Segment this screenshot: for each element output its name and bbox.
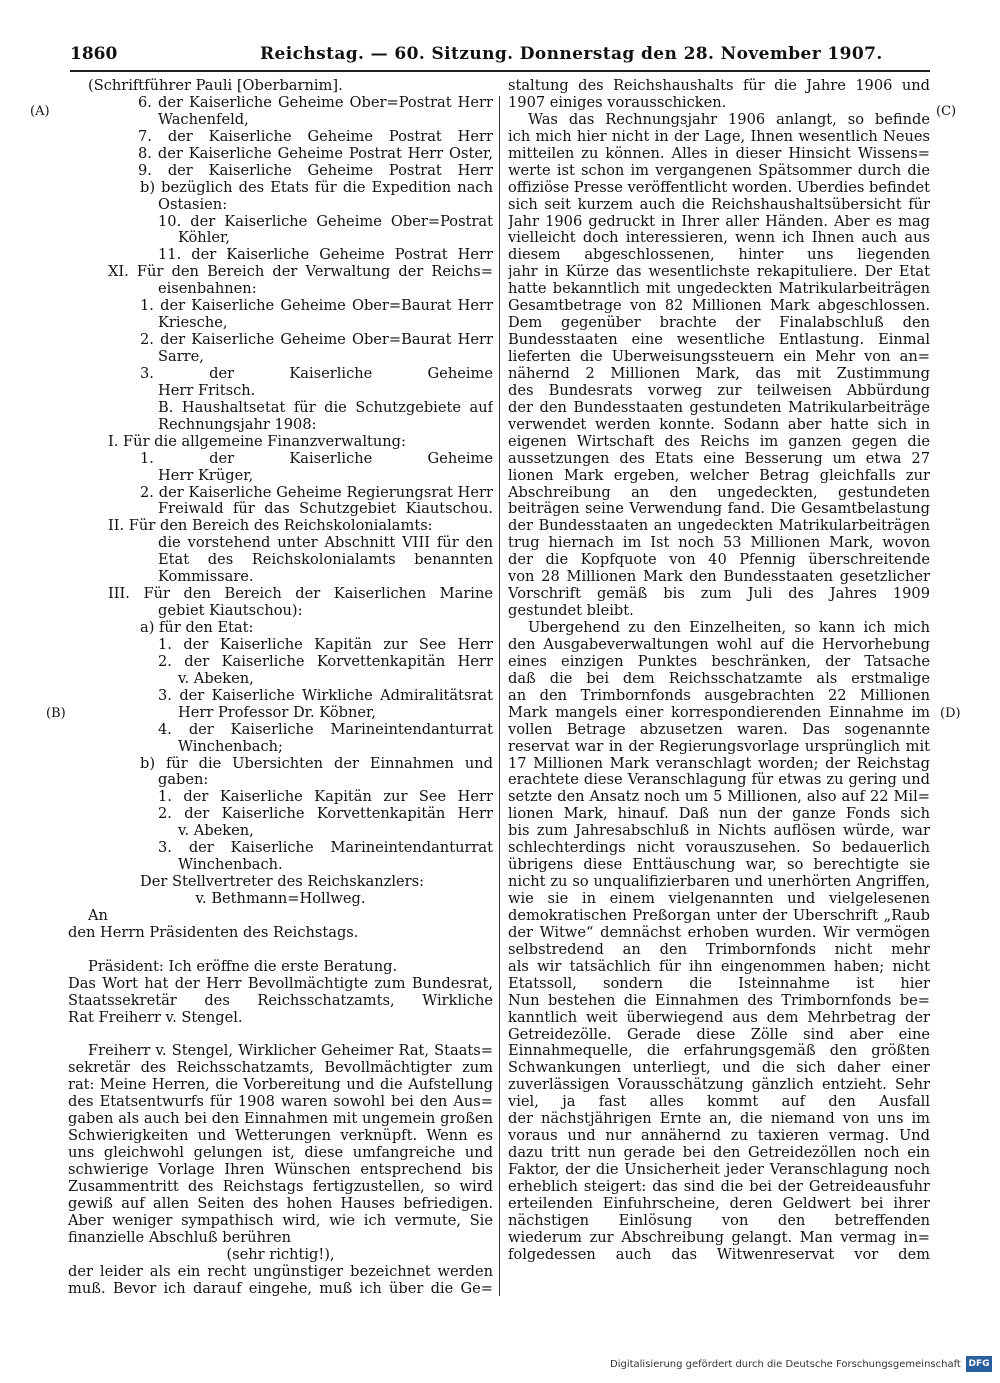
right-column-line: den Ausgabeverwaltungen wohl auf die Hervorhebung	[508, 636, 930, 653]
left-column-line: 8. der Kaiserliche Geheime Postrat Herr Oster,	[138, 145, 493, 162]
left-column-line: 1. der Kaiserliche Geheime Ober=Baurat Herr	[140, 298, 493, 315]
left-column-line: Ostasien:	[158, 196, 228, 213]
left-column-line: die vorstehend unter Abschnitt VIII für den	[158, 535, 493, 552]
right-column-line: gestundet bleibt.	[508, 603, 634, 620]
left-column-line: a) für den Etat:	[140, 620, 254, 636]
left-column-line: 2. der Kaiserliche Geheime Ober=Baurat Herr	[140, 332, 493, 349]
right-column-line: Vorschrift gemäß bis zum Juli des Jahres 1909	[508, 586, 930, 603]
right-column-line: werte ist schon im vergangenen Spätsommer durch die	[508, 162, 930, 179]
left-column-line: b) für die Übersichten der Einnahmen und	[140, 755, 493, 772]
right-column-line: selbstredend an den Trimbornfonds nicht mehr	[508, 941, 930, 958]
right-column-line: demokratischen Preßorgan unter der Überschrift „Raub	[508, 907, 930, 924]
left-column-line: Rechnungsjahr 1908:	[158, 416, 317, 433]
left-column-line: v. Abeken,	[178, 670, 254, 687]
running-title: Reichstag. — 60. Sitzung. Donnerstag den 28. November 1907.	[260, 44, 883, 64]
right-column-line: daß die bei dem Reichsschatzamte als erstmalige	[508, 670, 930, 687]
left-column-line: Das Wort hat der Herr Bevollmächtigte zum Bundesrat,	[68, 975, 493, 992]
left-column	[68, 78, 493, 1298]
left-column-line: rat: Meine Herren, die Vorbereitung und die Aufstellung	[68, 1077, 493, 1094]
left-column-line: sekretär des Reichsschatzamts, Bevollmächtigter zum	[68, 1060, 493, 1077]
left-column-line: 2. der Kaiserliche Geheime Regierungsrat Herr	[140, 484, 493, 501]
right-column-line: Was das Rechnungsjahr 1906 anlangt, so befinde	[528, 111, 930, 128]
right-column-line: eines einzigen Punktes beschränken, der Tatsache	[508, 653, 930, 670]
right-column-line: der die Kopfquote von 40 Pfennig überschreitende	[508, 552, 930, 569]
right-column-line: von 28 Millionen Mark den Bundesstaaten gesetzlicher	[508, 569, 930, 586]
header-rule	[70, 70, 930, 72]
dfg-logo: DFG	[966, 1356, 992, 1372]
right-column-line: lieferten die Überweisungssteuern ein Mehr von an=	[508, 349, 930, 365]
left-column-line: Freiherr v. Stengel, Wirklicher Geheimer Rat, Staats=	[88, 1043, 493, 1060]
right-column-line: Faktor, der die Unsicherheit jeder Veranschlagung noch	[508, 1162, 930, 1178]
right-column-line: dazu tritt nun gerade bei den Getreidezöllen noch ein	[508, 1145, 930, 1162]
right-column-line: trug hiernach im Ist noch 53 Millionen Mark, wovon	[508, 535, 930, 552]
left-column-line: 10. der Kaiserliche Geheime Ober=Postrat	[158, 213, 493, 230]
right-column-line: Schwankungen unterliegt, und die sich daher einer	[508, 1060, 930, 1077]
right-column-line: voraus und nur annähernd zu taxieren vermag. Und	[508, 1128, 930, 1145]
right-column-line: an den Trimbornfonds ausgebrachten 22 Millionen	[508, 687, 930, 704]
left-column-line: Herr Krüger,	[158, 467, 254, 484]
left-column-line: Kommissare.	[158, 569, 254, 586]
right-column-line: 1907 einiges vorausschicken.	[508, 94, 727, 111]
left-column-line: 1. der Kaiserliche Kapitän zur See Herr	[158, 789, 493, 806]
right-column-line: 17 Millionen Mark veranschlagt worden; der Reichstag	[508, 755, 930, 772]
right-column	[508, 78, 930, 1264]
right-column-line: Nun bestehen die Einnahmen des Trimbornfonds be=	[508, 992, 930, 1009]
right-column-line: verwendet werden konnte. Sodann aber hatte sich in	[508, 416, 930, 433]
right-column-line: Mark mangels einer korrespondierenden Einnahme im	[508, 704, 930, 721]
right-column-line: beiträgen seine Verwendung fand. Die Gesamtbelastung	[508, 501, 930, 518]
right-column-line: offiziöse Presse veröffentlicht worden. Überdies befindet	[508, 179, 930, 196]
right-column-line: eigenen Wirtschaft des Reichs im ganzen gegen die	[508, 433, 930, 450]
left-column-line: (sehr richtig!),	[226, 1246, 335, 1263]
left-column-line: 4. der Kaiserliche Marineintendanturrat	[158, 721, 493, 738]
left-column-line: uns gleichwohl gelungen ist, diese umfangreiche und	[68, 1145, 493, 1162]
left-column-line: v. Abeken,	[178, 823, 254, 840]
left-column-line: An	[88, 907, 108, 924]
right-column-line: zuverlässigen Vorausschätzung gänzlich entzieht. Sehr	[508, 1077, 930, 1094]
right-column-line: vollen Betrage abzusetzen waren. Das sogenannte	[508, 721, 930, 738]
left-column-line	[68, 1027, 493, 1044]
right-column-line: der den Bundesstaaten gestundeten Matrikularbeiträge	[508, 399, 930, 416]
right-column-line: Gesamtbetrage von 82 Millionen Mark abgeschlossen.	[508, 298, 930, 315]
left-column-line: gaben als auch bei den Einnahmen mit ungemein großen	[68, 1111, 493, 1128]
left-column-line: Sarre,	[158, 349, 204, 365]
right-column-line: Jahr 1906 gedruckt in Ihrer aller Händen. Aber es mag	[508, 213, 930, 230]
left-column-line: 7. der Kaiserliche Geheime Postrat Herr	[138, 128, 493, 145]
left-column-line: Präsident: Ich eröffne die erste Beratung.	[88, 958, 398, 975]
left-column-line: 3. der Kaiserliche Marineintendanturrat	[158, 840, 493, 857]
right-column-line: jahr in Kürze das wesentlichste rekapituliere. Der Etat	[508, 264, 930, 281]
right-column-line: Übergehend zu den Einzelheiten, so kann ich mich	[528, 620, 930, 636]
left-column-line: b) bezüglich des Etats für die Expedition nach	[140, 179, 493, 196]
right-column-line: vielleicht doch interessieren, wenn ich Ihnen auch aus	[508, 230, 930, 247]
left-column-line: schwierige Vorlage Ihren Wünschen entsprechend bis	[68, 1162, 493, 1178]
left-column-line: Kriesche,	[158, 315, 228, 332]
left-column-line: Herr Professor Dr. Köbner,	[178, 704, 376, 721]
right-column-line: Dem gegenüber brachte der Finalabschluß den	[508, 315, 930, 332]
left-column-line: 2. der Kaiserliche Korvettenkapitän Herr	[158, 806, 493, 823]
right-column-line: Bundesstaaten eine wesentliche Entlastung. Einmal	[508, 332, 930, 349]
left-column-line: B. Haushaltsetat für die Schutzgebiete auf	[158, 399, 493, 416]
left-column-line: 2. der Kaiserliche Korvettenkapitän Herr	[158, 653, 493, 670]
left-column-line: Staatssekretär des Reichsschatzamts, Wirkliche	[68, 992, 493, 1009]
right-column-line: übrigens diese Enttäuschung war, so berechtigte sie	[508, 857, 930, 874]
left-column-line: gewiß auf allen Seiten des hohen Hauses befriedigen.	[68, 1195, 493, 1212]
left-column-line: muß. Bevor ich darauf eingehe, muß ich über die Ge=	[68, 1280, 493, 1297]
left-column-line: 9. der Kaiserliche Geheime Postrat Herr	[138, 162, 493, 179]
right-column-line: erachtete diese Veranschlagung für etwas zu gering und	[508, 772, 930, 789]
left-column-line: Winchenbach.	[178, 857, 283, 874]
right-column-line: hatte bekanntlich mit ungedeckten Matrikularbeiträgen	[508, 281, 930, 298]
digitization-credit: Digitalisierung gefördert durch die Deutsche Forschungsgemeinschaft	[610, 1359, 961, 1370]
margin-mark-d: (D)	[940, 706, 961, 721]
left-column-line: Schwierigkeiten und Wetterungen verknüpft. Wenn es	[68, 1128, 493, 1145]
left-column-line: Rat Freiherr v. Stengel.	[68, 1009, 243, 1026]
left-column-line: II. Für den Bereich des Reichskolonialamts:	[108, 518, 433, 535]
left-column-line: 6. der Kaiserliche Geheime Ober=Postrat Herr	[138, 94, 493, 111]
page-number: 1860	[70, 44, 118, 64]
left-column-line: Etat des Reichskolonialamts benannten	[158, 552, 493, 569]
left-column-line: v. Bethmann=Hollweg.	[195, 891, 366, 907]
left-column-line: Herr Fritsch.	[158, 382, 256, 399]
left-column-line: 1. der Kaiserliche Kapitän zur See Herr	[158, 636, 493, 653]
right-column-line: bis zum Jahresabschluß in Nichts auflösen würde, war	[508, 823, 930, 840]
left-column-line: I. Für die allgemeine Finanzverwaltung:	[108, 433, 406, 450]
right-column-line: mitteilen zu können. Alles in dieser Hinsicht Wissens=	[508, 145, 930, 162]
left-column-line: 3. der Kaiserliche Wirkliche Admiralitätsrat	[158, 687, 493, 704]
right-column-line: wie sie in einem vielgenannten und vielgelesenen	[508, 891, 930, 907]
right-column-line: erteilenden Einfuhrscheine, deren Geldwert bei ihrer	[508, 1195, 930, 1212]
left-column-line: 3. der Kaiserliche Geheime	[140, 365, 493, 382]
right-column-line: Abschreibung an den ungedeckten, gestundeten	[508, 484, 930, 501]
left-column-line: III. Für den Bereich der Kaiserlichen Marine	[108, 586, 493, 603]
right-column-line: Einnahmequelle, die erfahrungsgemäß den größten	[508, 1043, 930, 1060]
right-column-line: viel, ja fast alles kommt auf den Ausfall	[508, 1094, 930, 1111]
right-column-line: sich seit kurzem auch die Reichshaushaltsübersicht für	[508, 196, 930, 213]
right-column-line: kanntlich weit überwiegend aus dem Mehrbetrag der	[508, 1009, 930, 1026]
left-column-line: (Schriftführer Pauli [Oberbarnim].	[88, 78, 343, 94]
left-column-line: Freiwald für das Schutzgebiet Kiautschou.	[158, 501, 493, 518]
right-column-line: der Bundesstaaten an ungedeckten Matrikularbeiträgen	[508, 518, 930, 535]
right-column-line: lionen Mark, hinauf. Daß nun der ganze Fonds sich	[508, 806, 930, 823]
left-column-line: 11. der Kaiserliche Geheime Postrat Herr	[158, 247, 493, 264]
page-header	[70, 44, 930, 70]
margin-mark-c: (C)	[936, 104, 957, 119]
left-column-line: der leider als ein recht ungünstiger bezeichnet werden	[68, 1263, 493, 1280]
right-column-line: erheblich steigert: das sind die bei der Getreideausfuhr	[508, 1178, 930, 1195]
right-column-line: setzte den Ansatz noch um 5 Millionen, also auf 22 Mil=	[508, 789, 930, 806]
left-column-line: Köhler,	[178, 230, 231, 247]
right-column-line: wiederum zur Abschreibung gelangt. Man vermag in=	[508, 1229, 930, 1246]
left-column-line	[68, 942, 493, 959]
left-column-line: XI. Für den Bereich der Verwaltung der Reichs=	[108, 264, 493, 281]
left-column-line: Aber weniger sympathisch wird, wie ich vermute, Sie	[68, 1212, 493, 1229]
right-column-line: Etatssoll, sondern die Isteinnahme ist hier	[508, 975, 930, 992]
right-column-line: nächstigen Einlösung von den betreffenden	[508, 1212, 930, 1229]
column-divider	[499, 96, 500, 1296]
right-column-line: ich mich hier nicht in der Lage, Ihnen wesentlich Neues	[508, 128, 930, 145]
right-column-line: aussetzungen des Etats eine Besserung um etwa 27	[508, 450, 930, 467]
left-column-line: 1. der Kaiserliche Geheime	[140, 450, 493, 467]
right-column-line: reservat war in der Regierungsvorlage ursprünglich mit	[508, 738, 930, 755]
right-column-line: als wir tatsächlich für ihn eingenommen haben; nicht	[508, 958, 930, 975]
left-column-line: des Etatsentwurfs für 1908 waren sowohl bei den Aus=	[68, 1094, 493, 1111]
right-column-line: Getreidezölle. Gerade diese Zölle sind aber eine	[508, 1026, 930, 1043]
right-column-line: der Witwe“ demnächst erhoben wurden. Wir vermögen	[508, 924, 930, 941]
right-column-line: nicht zu so unqualifizierbaren und unerhörten Angriffen,	[508, 874, 930, 891]
left-column-line: gaben:	[158, 772, 209, 789]
left-column-line: Der Stellvertreter des Reichskanzlers:	[140, 874, 425, 891]
left-column-line: Winchenbach;	[178, 738, 283, 755]
left-column-line: Zusammentritt des Reichstags fertigzustellen, so wird	[68, 1178, 493, 1195]
margin-mark-a: (A)	[30, 104, 50, 119]
right-column-line: nähernd 2 Millionen Mark, das mit Zustimmung	[508, 365, 930, 382]
left-column-line: finanzielle Abschluß berühren	[68, 1229, 291, 1246]
right-column-line: des Bundesrats vorweg zur teilweisen Abbürdung	[508, 382, 930, 399]
left-column-line: den Herrn Präsidenten des Reichstags.	[68, 924, 359, 941]
left-column-line: gebiet Kiautschou):	[158, 603, 303, 620]
left-column-line: eisenbahnen:	[158, 281, 257, 298]
right-column-line: folgedessen auch das Witwenreservat vor dem	[508, 1246, 930, 1263]
left-column-line: Wachenfeld,	[158, 111, 249, 128]
margin-mark-b: (B)	[46, 706, 66, 721]
right-column-line: diesem abgeschlossenen, hinter uns liegenden	[508, 247, 930, 264]
right-column-line: staltung des Reichshaushalts für die Jahre 1906 und	[508, 78, 930, 94]
right-column-line: der nächstjährigen Ernte an, die niemand von uns im	[508, 1111, 930, 1128]
right-column-line: schlechterdings nicht vorauszusehen. So bedauerlich	[508, 840, 930, 857]
right-column-line: lionen Mark ergeben, welcher Betrag gleichfalls zur	[508, 467, 930, 484]
